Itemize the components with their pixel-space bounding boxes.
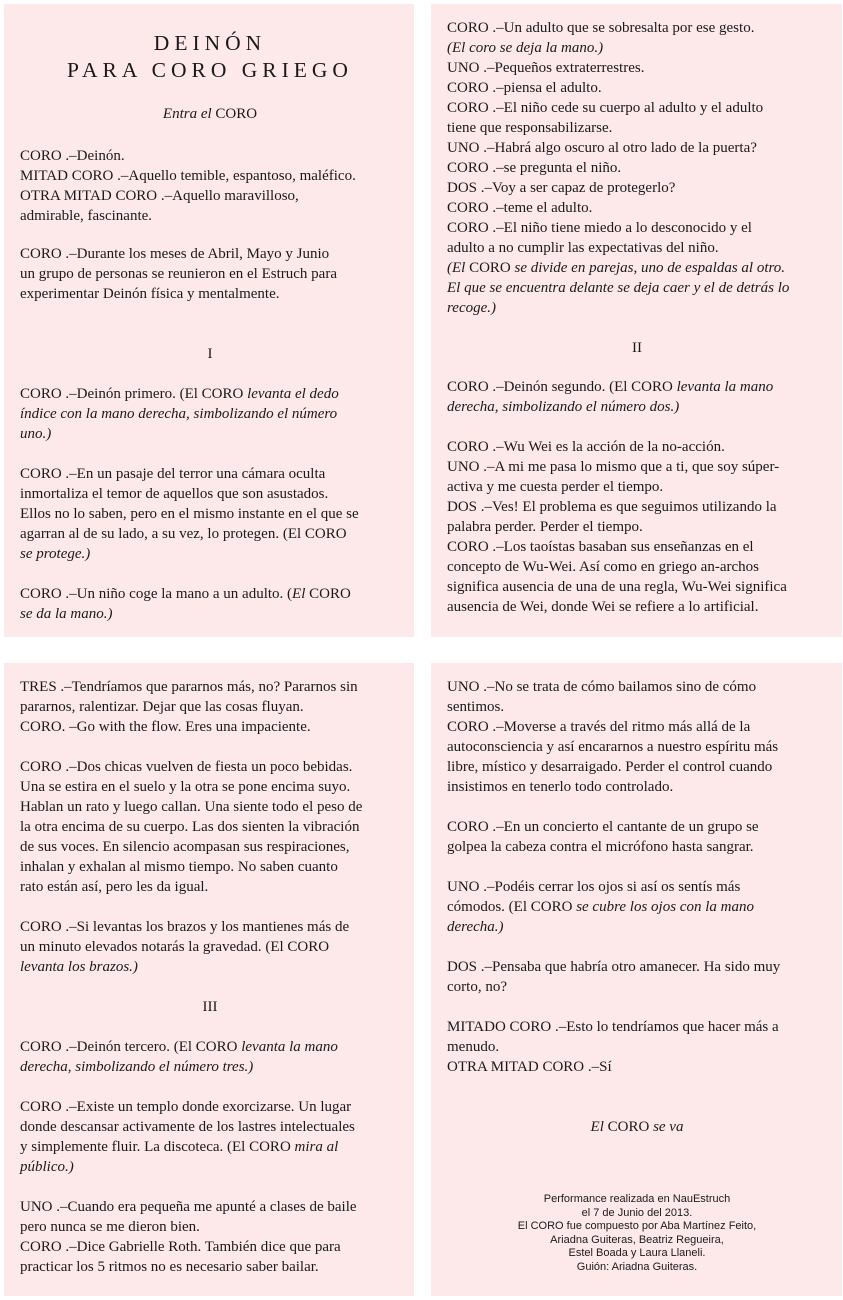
final-dialogue: MITADO CORO .–Esto lo tendríamos que hacer más a menudo. OTRA MITAD CORO .–Sí: [447, 1019, 779, 1075]
title-line-2: PARA CORO GRIEGO: [67, 58, 353, 82]
stage-direction-parejas: (El CORO se divide en parejas, uno de espaldas al otro. El que se encuentra delante se deja caer y el de detrás lo recoge.): [447, 260, 790, 316]
pasaje-terror: CORO .–En un pasaje del terror una cámara oculta inmortaliza el temor de aquellos que son asustados. Ellos no lo saben, pero en el mismo instante en el que se agarran al de su lado, a su vez, lo protegen. (El CORO se protege.): [20, 466, 359, 562]
play-title: [20, 30, 400, 84]
uno-baile-dialogue: UNO .–Cuando era pequeña me apunté a clases de baile pero nunca se me dieron bien. CORO .–Dice Gabrielle Roth. También dice que para practicar los 5 ritmos no es necesario saber bailar.: [20, 1199, 357, 1275]
title-line-1: DEINÓN: [153, 31, 267, 55]
tres-dialogue: TRES .–Tendríamos que pararnos más, no? Pararnos sin pararnos, ralentizar. Dejar que las cosas fluyan. CORO. –Go with the flow. Eres una impaciente.: [20, 679, 358, 735]
page-panel-1: [4, 4, 414, 637]
section-heading-II: II: [632, 340, 642, 356]
section-heading-I: I: [207, 346, 213, 362]
brazos-dialogue: CORO .–Si levantas los brazos y los mantienes más de un minuto elevados notarás la gravedad. (El CORO levanta los brazos.): [20, 919, 350, 975]
section-heading-III: III: [202, 999, 218, 1015]
durante-dialogue: CORO .–Durante los meses de Abril, Mayo y Junio un grupo de personas se reunieron en el Estruch para experimentar Deinón física y mentalmente.: [20, 246, 337, 302]
ojos-dialogue: UNO .–Podéis cerrar los ojos si así os sentís más cómodos. (El CORO se cubre los ojos con la mano derecha.): [447, 879, 754, 935]
deinon-tercero: CORO .–Deinón tercero. (El CORO levanta la mano derecha, simbolizando el número tres.): [20, 1039, 338, 1075]
performance-credits: Performance realizada en NauEstruch el 7 de Junio del 2013. El CORO fue compuesto por Aba Martínez Feito, Ariadna Guiteras, Beatriz Regueira, Estel Boada y Laura Llaneli. Guión: Ariadna Guiteras.: [517, 1193, 757, 1273]
templo-dialogue: CORO .–Existe un templo donde exorcizarse. Un lugar donde descansar activamente de los lastres intelectuales y simplemente fluir. La discoteca. (El CORO mira al público.): [20, 1099, 355, 1175]
adulto-dialogue: CORO .–Un adulto que se sobresalta por ese gesto. (El coro se deja la mano.) UNO .–Pequeños extraterrestres. CORO .–piensa el adulto. CORO .–El niño cede su cuerpo al adulto y el adulto tiene que responsabilizarse. UNO .–Habrá algo oscuro al otro lado de la puerta? CORO .–se pregunta el niño. DOS .–Voy a ser capaz de protegerlo? CORO .–teme el adulto. CORO .–El niño tiene miedo a lo desconocido y el adulto a no cumplir las expectativas del niño.: [447, 20, 764, 256]
wu-wei-dialogue: CORO .–Wu Wei es la acción de la no-acción. UNO .–A mi me pasa lo mismo que a ti, que soy súper- activa y me cuesta perder el tiempo. DOS .–Ves! El problema es que seguimos utilizando la palabra perder. Perder el tiempo. CORO .–Los taoístas basaban sus enseñanzas en el concepto de Wu-Wei. Así como en griego an-archos significa ausencia de una de una regla, Wu-Wei significa ausencia de Wei, donde Wei se refiere a lo artificial.: [447, 439, 787, 615]
ritmo-dialogue: CORO .–Moverse a través del ritmo más allá de la autoconsciencia y así encararnos a nuestro espíritu más libre, místico y desarraigado. Perder el control cuando insistimos en tenerlo todo controlado.: [447, 719, 779, 795]
page-panel-4: [431, 663, 842, 1296]
amanecer-dialogue: DOS .–Pensaba que habría otro amanecer. Ha sido muy corto, no?: [447, 959, 781, 995]
bailamos-dialogue: UNO .–No se trata de cómo bailamos sino de cómo sentimos.: [447, 679, 757, 715]
page-panel-3: [4, 663, 414, 1296]
stage-direction-entra: Entra el CORO: [162, 106, 258, 122]
deinon-primero: CORO .–Deinón primero. (El CORO levanta el dedo índice con la mano derecha, simbolizando el número uno.): [20, 386, 339, 442]
stage-direction-se-va: El CORO se va: [590, 1119, 684, 1135]
page-panel-2: [431, 4, 842, 637]
concierto-dialogue: CORO .–En un concierto el cantante de un grupo se golpea la cabeza contra el micrófono hasta sangrar.: [447, 819, 759, 855]
dos-chicas-dialogue: CORO .–Dos chicas vuelven de fiesta un poco bebidas. Una se estira en el suelo y la otra se pone encima suyo. Hablan un rato y luego callan. Una siente todo el peso de la otra encima de su cuerpo. Las dos sienten la vibración de sus voces. En silencio acompasan sus respiraciones, inhalan y exhalan al mismo tiempo. No saben cuanto rato están así, pero les da igual.: [20, 759, 363, 895]
deinon-segundo: CORO .–Deinón segundo. (El CORO levanta la mano derecha, simbolizando el número dos.): [447, 379, 774, 415]
intro-dialogue: CORO .–Deinón. MITAD CORO .–Aquello temible, espantoso, maléfico. OTRA MITAD CORO .–Aquello maravilloso, admirable, fascinante.: [20, 148, 356, 224]
nino-mano: CORO .–Un niño coge la mano a un adulto. (El CORO se da la mano.): [20, 586, 351, 622]
